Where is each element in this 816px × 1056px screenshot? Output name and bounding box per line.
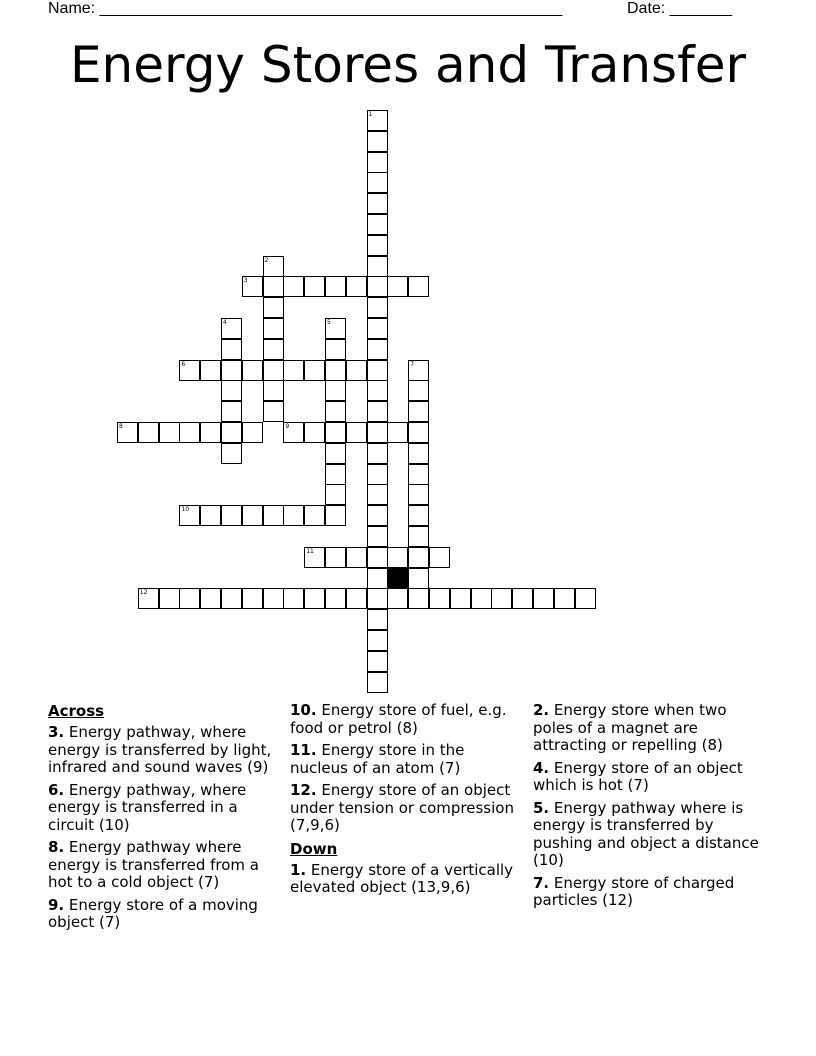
grid-cell[interactable] (367, 235, 388, 256)
clue-number: 4. (533, 758, 550, 777)
grid-cell[interactable] (346, 276, 367, 297)
grid-cell[interactable] (575, 588, 596, 609)
clues-column-3 (533, 702, 763, 915)
grid-cell[interactable] (408, 401, 429, 422)
grid-cell[interactable] (408, 526, 429, 547)
grid-cell[interactable] (263, 339, 284, 360)
grid-cell[interactable] (491, 588, 512, 609)
grid-cell[interactable] (367, 443, 388, 464)
grid-cell[interactable] (221, 505, 242, 526)
down-heading: Down (290, 839, 338, 858)
clue-9 (48, 897, 284, 932)
clue-6 (48, 782, 284, 835)
grid-cell[interactable] (242, 360, 263, 381)
grid-cell[interactable] (367, 214, 388, 235)
clue-text: Energy store of an object under tension or compression (7,9,6) (290, 781, 514, 834)
grid-cell[interactable] (367, 609, 388, 630)
clue-number: 12. (290, 781, 317, 799)
grid-cell[interactable] (346, 422, 367, 443)
clue-number: 1. (290, 860, 307, 879)
grid-cell[interactable] (263, 588, 284, 609)
grid-cell[interactable] (367, 651, 388, 672)
cell-number: 5 (327, 319, 331, 326)
grid-cell[interactable] (408, 505, 429, 526)
grid-cell[interactable] (346, 588, 367, 609)
grid-cell[interactable] (263, 401, 284, 422)
grid-cell[interactable] (221, 443, 242, 464)
cell-number: 7 (410, 360, 415, 368)
grid-cell[interactable] (367, 360, 388, 381)
grid-cell[interactable] (221, 360, 242, 381)
grid-cell[interactable] (450, 588, 471, 609)
cell-number: 8 (119, 423, 123, 430)
grid-cell[interactable] (325, 505, 346, 526)
grid-cell[interactable] (367, 526, 388, 547)
grid-cell[interactable] (408, 443, 429, 464)
cell-number: 12 (139, 589, 148, 597)
grid-cell[interactable] (304, 588, 325, 609)
grid-cell[interactable] (242, 276, 263, 297)
grid-cell[interactable] (367, 630, 388, 651)
clue-text: Energy pathway, where energy is transferred by light, infrared and sound waves (9) (48, 723, 272, 776)
grid-cell[interactable] (367, 547, 388, 568)
cell-number: 6 (181, 360, 186, 368)
grid-cell[interactable] (263, 318, 284, 339)
name-field[interactable]: Name: ____________________________________________________ (48, 0, 563, 17)
grid-cell[interactable] (408, 380, 429, 401)
grid-cell[interactable] (325, 547, 346, 568)
grid-cell[interactable] (283, 588, 304, 609)
grid-cell[interactable] (221, 380, 242, 401)
grid-cell[interactable] (242, 588, 263, 609)
clue-text: Energy store in the nucleus of an atom (7) (290, 741, 465, 777)
clue-11 (290, 742, 526, 777)
clue-text: Energy pathway where energy is transferred from a hot to a cold object (7) (48, 838, 259, 891)
grid-cell[interactable] (200, 360, 221, 381)
clue-3 (48, 724, 284, 777)
grid-cell[interactable] (242, 422, 263, 443)
grid-cell[interactable] (429, 547, 450, 568)
grid-cell[interactable] (367, 484, 388, 505)
grid-cell[interactable] (179, 422, 200, 443)
grid-cell[interactable] (179, 505, 200, 526)
clue-2 (533, 702, 763, 755)
clue-4 (533, 760, 763, 795)
grid-cell[interactable] (408, 276, 429, 297)
clue-10 (290, 702, 526, 737)
grid-cell[interactable] (325, 484, 346, 505)
grid-cell[interactable] (387, 588, 408, 609)
clue-text: Energy pathway, where energy is transferred in a circuit (10) (48, 780, 247, 834)
grid-cell[interactable] (325, 380, 346, 401)
grid-cell[interactable] (304, 360, 325, 381)
grid-cell[interactable] (367, 380, 388, 401)
clue-text: Energy store of fuel, e.g. food or petrol (8) (290, 701, 507, 737)
grid-cell[interactable] (408, 588, 429, 609)
clue-number: 10. (290, 701, 317, 719)
grid-cell[interactable] (367, 152, 388, 173)
clue-text: Energy store of a vertically elevated object (13,9,6) (290, 860, 514, 896)
clue-5 (533, 800, 763, 870)
grid-cell[interactable] (325, 443, 346, 464)
grid-cell[interactable] (367, 422, 388, 443)
grid-cell[interactable] (263, 505, 284, 526)
clue-number: 9. (48, 895, 65, 914)
cell-number: 4 (223, 319, 227, 326)
clue-number: 3. (48, 723, 65, 741)
grid-cell[interactable] (221, 422, 242, 443)
grid-cell[interactable] (179, 588, 200, 609)
grid-cell[interactable] (242, 505, 263, 526)
grid-cell[interactable] (325, 588, 346, 609)
grid-cell[interactable] (367, 588, 388, 609)
grid-cell[interactable] (408, 484, 429, 505)
grid-cell[interactable] (346, 547, 367, 568)
clue-number: 11. (290, 741, 317, 759)
date-field[interactable]: Date: _______ (627, 0, 732, 17)
grid-cell[interactable] (367, 464, 388, 485)
grid-cell[interactable] (346, 360, 367, 381)
clue-number: 5. (533, 798, 550, 817)
grid-cell[interactable] (179, 360, 200, 381)
grid-cell[interactable] (221, 588, 242, 609)
clue-1 (290, 862, 526, 897)
clues-column-1 (48, 702, 284, 937)
grid-cell[interactable] (263, 360, 284, 381)
grid-cell[interactable] (367, 568, 388, 589)
cell-number: 10 (181, 506, 190, 514)
grid-cell[interactable] (533, 588, 554, 609)
grid-cell[interactable] (325, 360, 346, 381)
cell-number: 11 (306, 547, 314, 555)
grid-cell[interactable] (200, 422, 221, 443)
grid-cell[interactable] (304, 505, 325, 526)
grid-cell[interactable] (387, 422, 408, 443)
grid-cell[interactable] (221, 318, 242, 339)
grid-cell[interactable] (554, 588, 575, 609)
across-heading: Across (48, 702, 105, 720)
grid-cell[interactable] (408, 360, 429, 381)
grid-cell[interactable] (159, 588, 180, 609)
clue-number: 7. (533, 873, 550, 892)
clue-text: Energy store of a moving object (7) (48, 895, 258, 931)
grid-cell[interactable] (325, 276, 346, 297)
page-title: Energy Stores and Transfer (69, 36, 747, 94)
grid-cell[interactable] (221, 401, 242, 422)
grid-cell[interactable] (367, 318, 388, 339)
grid-cell[interactable] (367, 672, 388, 693)
grid-cell[interactable] (200, 588, 221, 609)
grid-cell[interactable] (263, 297, 284, 318)
clue-text: Energy store of an object which is hot (7) (533, 758, 743, 794)
grid-cell[interactable] (138, 588, 159, 609)
grid-cell[interactable] (408, 422, 429, 443)
grid-cell[interactable] (367, 172, 388, 193)
grid-cell[interactable] (304, 276, 325, 297)
cell-number: 1 (368, 111, 373, 118)
grid-cell[interactable] (367, 256, 388, 277)
grid-cell[interactable] (512, 588, 533, 609)
clue-8 (48, 839, 284, 892)
grid-cell[interactable] (283, 276, 304, 297)
grid-cell[interactable] (387, 547, 408, 568)
clue-7 (533, 875, 763, 910)
grid-cell[interactable] (159, 422, 180, 443)
cell-number: 2 (264, 256, 269, 264)
clue-number: 6. (48, 780, 65, 799)
grid-cell[interactable] (221, 339, 242, 360)
grid-cell[interactable] (367, 339, 388, 360)
grid-cell[interactable] (408, 568, 429, 589)
grid-cell[interactable] (263, 276, 284, 297)
grid-cell[interactable] (367, 193, 388, 214)
grid-cell[interactable] (367, 297, 388, 318)
clue-text: Energy store of charged particles (12) (533, 873, 735, 909)
cell-number: 9 (285, 423, 290, 430)
grid-cell[interactable] (325, 318, 346, 339)
grid-cell[interactable] (325, 339, 346, 360)
grid-cell[interactable] (263, 256, 284, 277)
grid-cell[interactable] (325, 401, 346, 422)
grid-cell[interactable] (283, 505, 304, 526)
grid-cell[interactable] (138, 422, 159, 443)
grid-cell[interactable] (429, 588, 450, 609)
grid-cell[interactable] (387, 276, 408, 297)
grid-cell[interactable] (367, 110, 388, 131)
grid-cell[interactable] (367, 276, 388, 297)
cell-number: 3 (243, 277, 248, 285)
clues-column-2 (290, 702, 526, 902)
grid-cell[interactable] (304, 547, 325, 568)
grid-cell[interactable] (304, 422, 325, 443)
black-square (387, 568, 408, 589)
grid-cell[interactable] (367, 505, 388, 526)
grid-cell[interactable] (367, 131, 388, 152)
grid-cell[interactable] (283, 360, 304, 381)
grid-cell[interactable] (471, 588, 492, 609)
grid-cell[interactable] (325, 464, 346, 485)
grid-cell[interactable] (408, 547, 429, 568)
grid-cell[interactable] (263, 380, 284, 401)
grid-cell[interactable] (283, 422, 304, 443)
clue-number: 2. (533, 701, 550, 719)
grid-cell[interactable] (117, 422, 138, 443)
grid-cell[interactable] (200, 505, 221, 526)
clue-number: 8. (48, 838, 65, 856)
clue-text: Energy pathway where is energy is transferred by pushing and object a distance (10) (533, 798, 759, 869)
grid-cell[interactable] (325, 422, 346, 443)
clue-12 (290, 782, 526, 835)
grid-cell[interactable] (408, 464, 429, 485)
clue-text: Energy store when two poles of a magnet are attracting or repelling (8) (533, 701, 727, 754)
grid-cell[interactable] (367, 401, 388, 422)
